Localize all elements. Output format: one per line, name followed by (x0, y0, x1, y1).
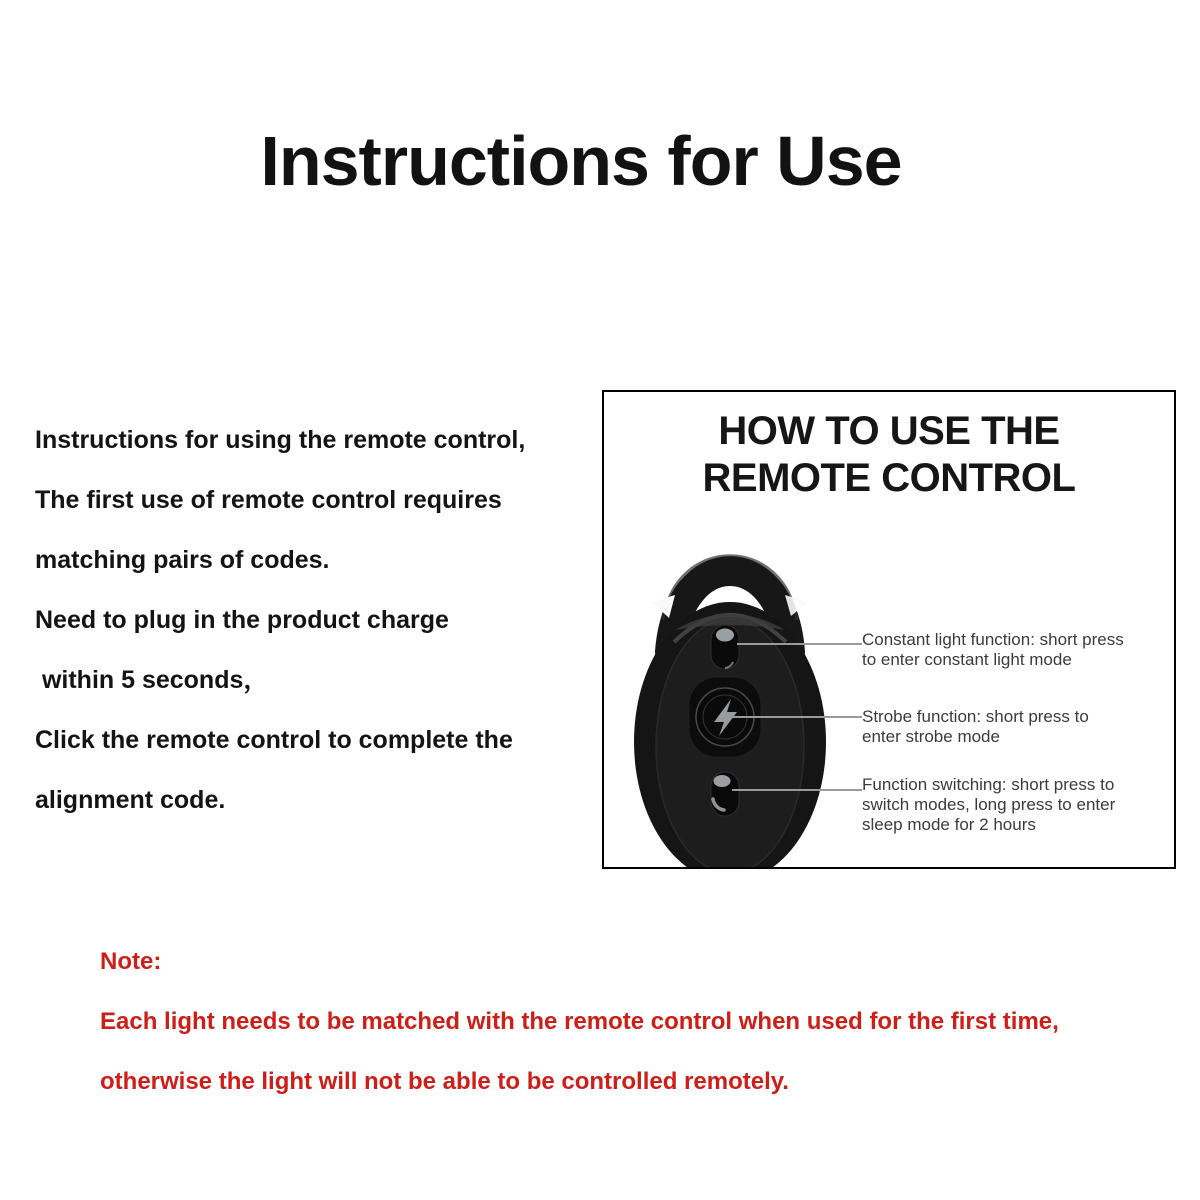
annotation-strobe (862, 707, 1174, 747)
instruction-line: matching pairs of codes. (35, 546, 330, 574)
annotation-constant-light (862, 630, 1174, 670)
annotation-function-switching (862, 775, 1174, 835)
connector-line-top-button (737, 643, 862, 645)
bottom-button (711, 772, 739, 816)
annotation-line: to enter constant light mode (862, 650, 1072, 669)
note-line: Each light needs to be matched with the remote control when used for the first time, (100, 1008, 1059, 1035)
instruction-line: within 5 seconds， (35, 666, 269, 694)
instruction-line: Need to plug in the product charge (35, 606, 449, 634)
instruction-line: The first use of remote control requires (35, 486, 502, 514)
remote-control-image (630, 550, 830, 869)
note-line: otherwise the light will not be able to be controlled remotely. (100, 1068, 789, 1095)
top-button (711, 625, 739, 669)
how-to-use-box (602, 390, 1176, 869)
annotation-line: sleep mode for 2 hours (862, 815, 1036, 834)
connector-line-bottom-button (732, 789, 862, 791)
annotation-line: enter strobe mode (862, 727, 1000, 746)
instruction-line: Click the remote control to complete the (35, 726, 513, 754)
annotation-line: Function switching: short press to (862, 775, 1115, 794)
box-heading (604, 408, 1174, 502)
annotation-line: switch modes, long press to enter (862, 795, 1116, 814)
annotation-line: Strobe function: short press to (862, 707, 1089, 726)
page-title: Instructions for Use (260, 122, 902, 200)
left-instructions-text (35, 410, 595, 830)
box-heading-line1: HOW TO USE THE (718, 409, 1060, 453)
annotation-line: Constant light function: short press (862, 630, 1124, 649)
note-label: Note: (100, 948, 162, 975)
connector-line-center-button (725, 716, 862, 718)
instruction-line: alignment code. (35, 786, 226, 814)
note-block (100, 932, 1160, 1112)
instruction-line: Instructions for using the remote control, (35, 426, 526, 454)
box-heading-line2: REMOTE CONTROL (702, 456, 1076, 500)
